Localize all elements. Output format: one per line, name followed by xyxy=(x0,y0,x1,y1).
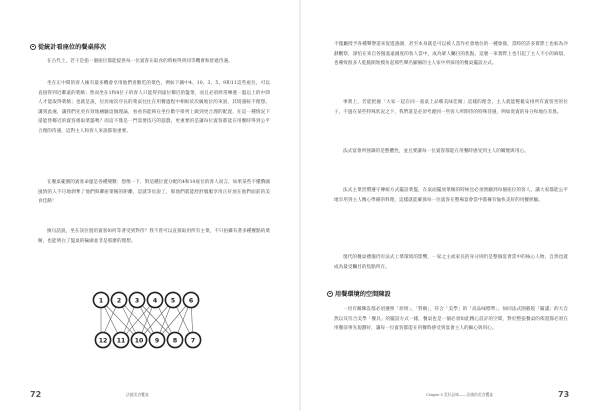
seat-number: 3 xyxy=(134,297,140,305)
seating-diagram xyxy=(92,291,204,349)
running-title: 法國美食饗宴 xyxy=(126,393,149,397)
bullet-icon xyxy=(30,44,36,50)
paragraph: 事實上，若能把握「大家一起在同一張桌上品嚐美味佳餚」這樣的理念，主人就能輕鬆安排所有賓客坐的位子，不過在某些特殊狀況之下，我們還是必須考慮到一些客人所期待的特殊待遇，例如貴賓的身分和地位差異。 xyxy=(334,100,568,115)
paragraph: 一切有關陳設都必須遵照「原則」、「對稱」，符合「美學」的「高品味標準」。如同法式園藝般「嚴謹」的大自然以及符合美學「餐具」的擺設方式一樣，餐桌也是一個必須如此精心設計的空間，對於整張餐桌的佈置都必須在用餐前事先規劃好，讓每一位賓客都能在用餐時感受到宴會主人的細心與用心。 xyxy=(334,307,568,332)
page-number: 72 xyxy=(30,390,42,399)
paragraph: 換句話說，坐在該位置的賓客如何等著受到對待？我不曾可以直接取用所有主菜，不只拍攝有著多種餐點的菜餚，也能明白了盤桌的輪廓並非是那麼的理想。 xyxy=(38,229,270,244)
seat-number: 12 xyxy=(98,337,108,345)
paragraph: 在古代上，若干是指一個座位都能提供每一位賓客在取食的時候得到同等機會和舒適待遇。 xyxy=(47,59,233,64)
right-page xyxy=(300,0,600,410)
seat-number: 4 xyxy=(152,297,158,305)
paragraph: 在餐桌範圍的賓客命運是各種變數：想像一下，對這種位置分配的4和10座位的客人而言，如果某些不懂俄國風情的人不巧地剝奪了他們與鄰座菜餚的距離，這就等於說了，那他們就能舒舒服服享用正好放在他們面前的美食佳餚！ xyxy=(38,180,270,205)
paragraph: 法式宴會所強調的是整體性，並且要讓每一位賓客都能在用餐時感受到主人的關懷與用心。 xyxy=(343,149,529,154)
seat-number: 2 xyxy=(116,297,122,305)
seat-number: 1 xyxy=(98,297,104,305)
paragraph: 法式主菜習慣遵守傳統方式擺設菜盤，在桌面擺放菜餚的時候也必須照顧到每個座位的客人，讓大家都能公平地享用到主人精心準備的料理，這樣就能確保每一位賓客在整場宴會當中都擁有愉快美好的用餐經驗。 xyxy=(334,188,568,203)
section-heading xyxy=(327,289,391,298)
seat-number: 10 xyxy=(134,337,144,345)
bullet-icon xyxy=(327,291,333,297)
paragraph: 現代的餐桌禮儀仍有法式上菜環境的影響，一家之主或家長的身分則仍是整個宴會當中的核心人物，自然也就成為最受矚目的焦點所在。 xyxy=(334,255,568,270)
page-number: 73 xyxy=(558,390,570,399)
seat-number: 9 xyxy=(154,337,160,345)
paragraph: 不僅屬授予各種聲譽還來促進感謝，甚至本身就是可以被人當作社會地位的一種象徵，當時的許多實際上也較為冷靜觀察，深怕在來自各個遙遠國度的客人當中，成為眾人矚目的焦點。這麼一來實際上也引起了主人不小的麻煩，也導致很多人乾脆開始模仿起那些聲名顯赫的主人家中所採用的餐桌擺設方式。 xyxy=(334,42,568,67)
paragraph: 坐在正中間的客人擁有最多機會享用他們喜歡吃的菜色，例如下圖中4、10、3、5、9和11這些座位，可以直接得到近鄰遠的菜餚；然而坐在1和8位子的客人只能得到遠位鄰近的盤菜，而且必須經常傳遞一盤以上的中間人才能取得菜餚；也就是說，位於兩次序長的菜桌往往在用餐過程中相較於次級地位的來說，其境遇較不理想。講到此處，讓我們先更有效地檢驗這個理論，看看你能夠在坐位數字排列上做到更合理的配置，在這一種情況下還能替鄰近的賓客遞取菜盤嗎？而這不僅是一門需要技巧的遊戲，更重要的是讓每位賓客都能在用餐時得到公平合理的待遇，這對主人和客人來說都很重要。 xyxy=(38,81,270,134)
section-heading xyxy=(30,42,106,51)
seat-number: 11 xyxy=(116,337,126,345)
seats-bottom-row xyxy=(95,332,200,347)
section-heading-text: 從統計看座位的餐桌排次 xyxy=(38,44,107,51)
seats-top-row xyxy=(93,292,198,307)
seat-number: 8 xyxy=(172,337,178,345)
running-title: Chapter 5 美好品味——法國的美食饗宴 xyxy=(426,393,494,397)
seat-number: 7 xyxy=(190,337,196,345)
section-heading-text: 用餐環境的空間陳設 xyxy=(335,291,391,298)
seat-number: 6 xyxy=(188,297,194,305)
seat-number: 5 xyxy=(170,297,176,305)
